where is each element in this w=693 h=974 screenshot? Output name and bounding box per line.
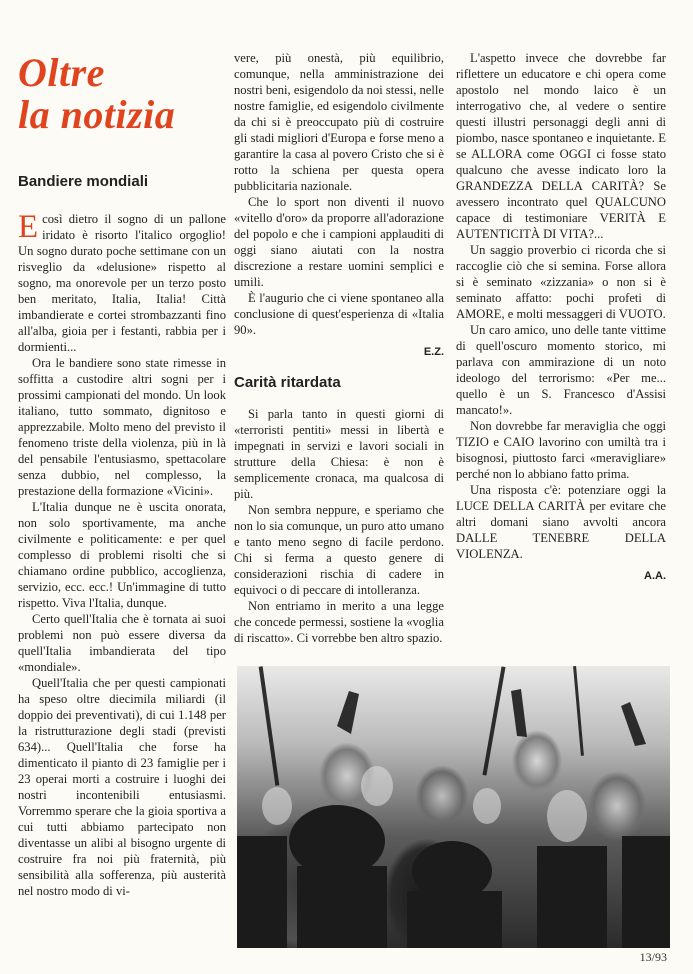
article1-paragraph-6: vere, più onestà, più equilibrio, comunque, nella amministrazione dei nostri beni, esigendolo da noi stessi, nelle nostre famiglie, ed esigendolo civilmente da chi si è preoccupato più di costruire gli stadi migliori d'Europa e forse meno a garantire la casa al povero Cristo che si è rotto la schiena per questa opera pubblicitaria nazionale. [234, 51, 444, 193]
article2-paragraph-8: Una risposta c'è: potenziare oggi la LUCE DELLA CARITÀ per evitare che altri domani siano avvolti ancora DALLE TENEBRE DELLA VIOLENZA. [456, 483, 666, 561]
crowd-silhouettes [237, 666, 670, 948]
article2-paragraph-1: Si parla tanto in questi giorni di «terroristi pentiti» messi in libertà e impegnati in servizi e lavori sociali in strutture della Chiesa: è non è semplicemente cronaca, ma qualcosa di più. [234, 407, 444, 501]
column-1 [18, 173, 226, 899]
article1-paragraph-7: Che lo sport non diventi il nuovo «vitello d'oro» da proporre all'adorazione del popolo e che i campioni applauditi di oggi siano aiutati con la nostra discrezione a restare uomini semplici e umili. [234, 195, 444, 289]
page-number: 13/93 [639, 950, 667, 964]
article2-paragraph-2: Non sembra neppure, e speriamo che non lo sia comunque, un puro atto umano e tanto meno segno di facile perdono. Chi si ferma a questo genere di considerazioni rischia di cadere in equivoci o di peccare di intolleranza. [234, 503, 444, 597]
article2-paragraph-4: L'aspetto invece che dovrebbe far riflettere un educatore e chi opera come apostolo nel mondo laico è un interrogativo che, al vedere o sentire questi illustri personaggi degli anni di piombo, nasce spontaneo e inquietante. E se ALLORA come OGGI ci fosse stato qualcuno che avesse indicato loro la GRANDEZZA DELLA CARITÀ? Se avessero incontrato quel QUALCUNO capace di testimoniare VERITÀ E AUTENTICITÀ DI VITA?... [456, 51, 666, 241]
article1-paragraph-4: Certo quell'Italia che è tornata ai suoi problemi non può essere diversa da quell'Italia imbandierata del tipo «mondiale». [18, 612, 226, 674]
article1-paragraph-2: Ora le bandiere sono state rimesse in soffitta a custodire altri sogni per i prossimi campionati del mondo. Un look italiano, tutto sommato, dignitoso e apprezzabile. Molto meno del previsto il fenomeno triste della violenza, più in là del pensabile l'entusiasmo, spettacolare senza dubbio, nel complesso, la prestazione della formazione «Vicini». [18, 356, 226, 498]
article2-paragraph-7: Non dovrebbe far meraviglia che oggi TIZIO e CAIO lavorino con umiltà tra i bisognosi, piuttosto farci «meravigliare» perché non lo abbiano fatto prima. [456, 419, 666, 481]
article-heading-carita: Carità ritardata [234, 374, 341, 391]
article1-signature: E.Z. [423, 346, 444, 358]
article2-paragraph-6: Un caro amico, uno delle tante vittime di quell'oscuro momento storico, mi parlava con ammirazione di un noto ideologo del terrorismo: «Per me... quello è un S. Francesco d'Assisi mancato!». [456, 323, 666, 417]
column-2 [234, 50, 444, 646]
column-3 [456, 50, 666, 598]
section-title-line2: la notizia [18, 92, 176, 137]
article1-paragraph-3: L'Italia dunque ne è uscita onorata, non solo sportivamente, ma anche civilmente e politicamente: e per quel complesso di problemi risolti che si chiamano ordine pubblico, accoglienza, servizio, ecc. ecc.! Un'immagine di tutto rispetto. Viva l'Italia, dunque. [18, 500, 226, 610]
protest-crowd-photo [237, 666, 670, 948]
section-title [18, 52, 218, 136]
article1-paragraph-1: Ecosì dietro il sogno di un pallone iridato è risorto l'italico orgoglio! Un sogno durato poche settimane con un risveglio da «delusione» rispetto al sogno, ma onorevole per un terzo posto ben meritato, Italia, Italia! Città imbandierate e cortei strombazzanti fino all'alba, gioia per i festanti, rabbia per i dormienti... [18, 209, 226, 354]
article1-paragraph-8: È l'augurio che ci viene spontaneo alla conclusione di quest'esperienza di «Italia 90». [234, 291, 444, 337]
article-heading-bandiere: Bandiere mondiali [18, 173, 149, 190]
article2-paragraph-3: Non entriamo in merito a una legge che concede permessi, sostiene la «voglia di riscatto». Ci vorrebbe ben altro spazio. [234, 599, 444, 645]
article1-paragraph-5: Quell'Italia che per questi campionati ha speso oltre diecimila miliardi (il doppio dei preventivati), di cui 1.148 per la ristrutturazione degli stadi (previsti 634)... Quell'Italia che forse ha dimenticato il pianto di 23 famiglie per i 23 operai morti a costruire i luoghi dei nostri incontenibili entusiasmi. Vorremmo sperare che la gioia sportiva a cui tutti abbiamo partecipato non diventasse un alibi al bisogno urgente di costruire fra noi più fraternità, più sensibilità alla sofferenza, più austerità nel nostro modo di vi- [18, 676, 226, 898]
article2-paragraph-5: Un saggio proverbio ci ricorda che si raccoglie ciò che si semina. Forse allora si è seminato «zizzania» o non si è seminato affatto: pochi profeti di AMORE, e molti messaggeri di VUOTO. [456, 243, 666, 321]
article2-signature: A.A. [644, 570, 666, 582]
drop-cap: E [18, 209, 39, 245]
section-title-line1: Oltre [18, 50, 105, 95]
